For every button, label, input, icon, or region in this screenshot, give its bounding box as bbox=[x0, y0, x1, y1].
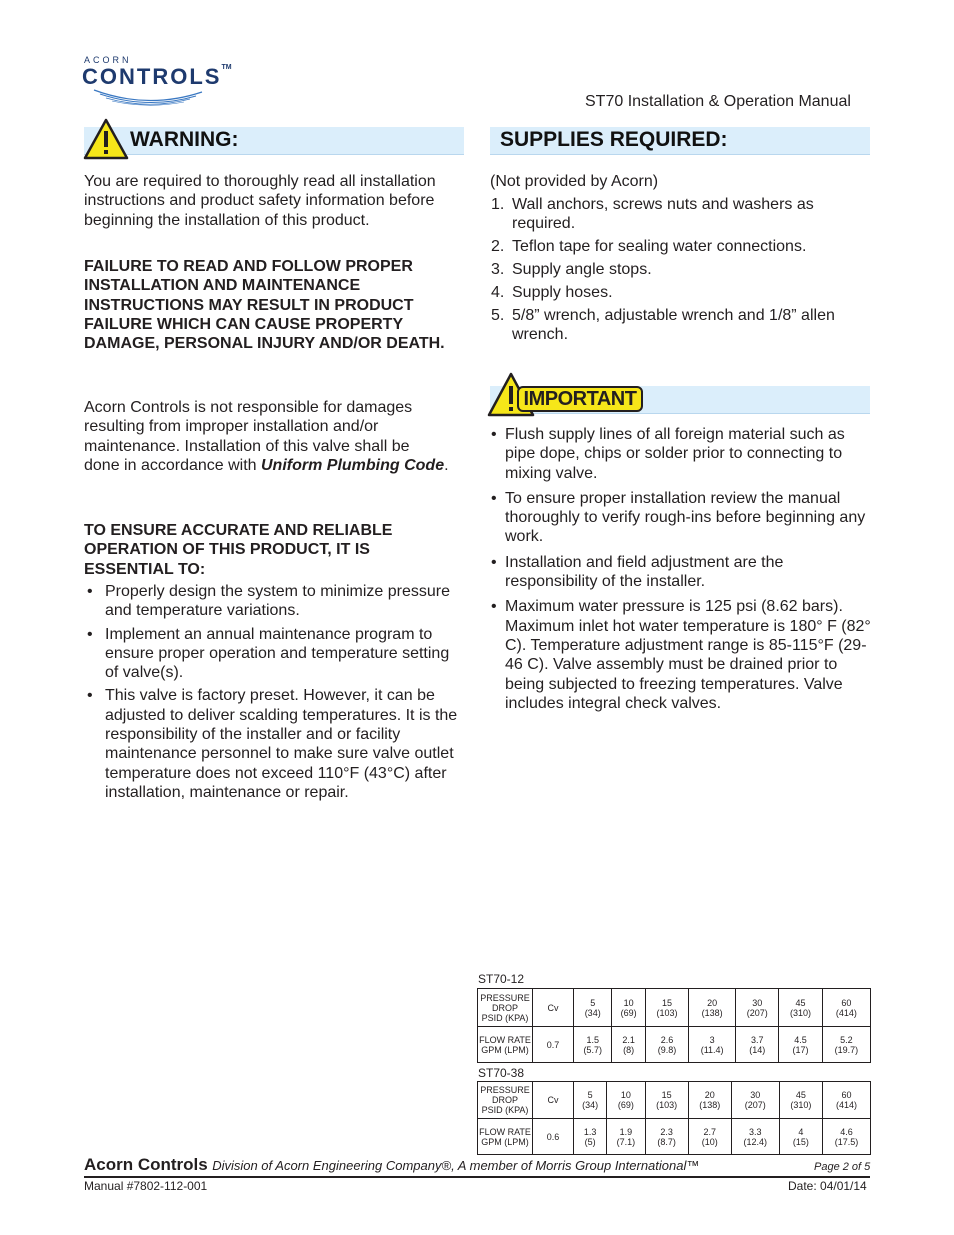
cv-label: Cv bbox=[533, 989, 574, 1027]
list-item-text: To ensure proper installation review the manual thoroughly to verify rough-ins before beginning any work. bbox=[505, 489, 866, 546]
table-row bbox=[478, 1119, 871, 1155]
warning-triangle-icon bbox=[83, 118, 129, 160]
table-cell: 4.5 (17) bbox=[779, 1027, 822, 1063]
list-item bbox=[491, 306, 861, 345]
row-label-pressure: PRESSURE DROP PSID (KPA) bbox=[478, 989, 533, 1027]
bullet: • bbox=[491, 553, 497, 571]
list-item bbox=[491, 237, 861, 256]
list-number: 5. bbox=[491, 306, 505, 324]
table-cell: 45 (310) bbox=[779, 989, 822, 1027]
footer-manual-number: Manual #7802-112-001 bbox=[84, 1179, 208, 1193]
supplies-header: SUPPLIES REQUIRED: bbox=[500, 128, 728, 151]
row-label-pressure: PRESSURE DROP PSID (KPA) bbox=[478, 1082, 533, 1119]
list-item bbox=[484, 597, 874, 713]
footer-divider bbox=[84, 1176, 870, 1178]
table-cell: 5.2 (19.7) bbox=[822, 1027, 870, 1063]
footer-division: Division of Acorn Engineering Company®, A member of Morris Group International™ bbox=[212, 1158, 700, 1173]
logo-tm: TM bbox=[221, 64, 232, 71]
bullet: • bbox=[87, 687, 93, 705]
table-cell: 3.3 (12.4) bbox=[731, 1119, 779, 1155]
table-row bbox=[478, 1027, 871, 1063]
bullet: • bbox=[87, 625, 93, 643]
table-cell: 2.6 (9.8) bbox=[645, 1027, 688, 1063]
essential-list bbox=[84, 582, 466, 806]
table-cell: 10 (69) bbox=[607, 1082, 645, 1119]
list-number: 2. bbox=[491, 238, 505, 256]
list-item-text: Properly design the system to minimize pressure and temperature variations. bbox=[105, 583, 451, 620]
list-item bbox=[84, 686, 466, 802]
table-cell: 5 (34) bbox=[574, 989, 612, 1027]
list-item-text: This valve is factory preset. However, it can be adjusted to deliver scalding temperatures. It is the responsibility of the installer and or facility maintenance personnel to make sure valve outlet temperature does not exceed 110°F (43°C) after installation, maintenance or repair. bbox=[105, 687, 458, 801]
list-item-text: Maximum water pressure is 125 psi (8.62 bars). Maximum inlet hot water temperature is 180° F (82° C). Temperature adjustment range is 85-115°F (29-46 C). Valve assembly must be drained prior to being subjected to freezing temperatures. Valve includes integral check valves. bbox=[505, 598, 871, 712]
table-cell: 60 (414) bbox=[822, 989, 870, 1027]
list-item-text: 5/8” wrench, adjustable wrench and 1/8” allen wrench. bbox=[512, 306, 835, 344]
warning-caps-text: FAILURE TO READ AND FOLLOW PROPER INSTALLATION AND MAINTENANCE INSTRUCTIONS MAY RESULT IN PRODUCT FAILURE WHICH CAN CAUSE PROPERTY DAMAGE, PERSONAL INJURY AND/OR DEATH. bbox=[84, 258, 445, 353]
list-item bbox=[484, 425, 874, 483]
bullet: • bbox=[87, 583, 93, 600]
table-title-st70-12: ST70-12 bbox=[478, 972, 525, 986]
logo-acorn-text: ACORN bbox=[84, 55, 132, 65]
table-row bbox=[478, 989, 871, 1027]
table-cell: 1.5 (5.7) bbox=[574, 1027, 612, 1063]
supplies-list bbox=[491, 195, 861, 348]
ensure-heading: TO ENSURE ACCURATE AND RELIABLE OPERATION OF THIS PRODUCT, IT IS ESSENTIAL TO: bbox=[84, 522, 393, 578]
list-item bbox=[84, 625, 466, 683]
table-cell: 20 (138) bbox=[689, 989, 736, 1027]
footer-date: Date: 04/01/14 bbox=[788, 1179, 867, 1193]
table-cell: 15 (103) bbox=[645, 1082, 688, 1119]
responsibility-suffix: . bbox=[444, 456, 449, 474]
list-number: 4. bbox=[491, 283, 505, 301]
list-item bbox=[491, 260, 861, 279]
responsibility-prefix: Acorn Controls is not responsible for damages resulting from improper installation and/or maintenance. Installation of this valve shall be done in accordance with bbox=[84, 399, 413, 474]
table-cell: 30 (207) bbox=[731, 1082, 779, 1119]
table-cell: 2.7 (10) bbox=[688, 1119, 731, 1155]
table-cell: 4.6 (17.5) bbox=[822, 1119, 870, 1155]
cv-value: 0.6 bbox=[533, 1119, 574, 1155]
table-row bbox=[478, 1082, 871, 1119]
cv-value: 0.7 bbox=[533, 1027, 574, 1063]
list-item bbox=[491, 283, 861, 302]
important-label: IMPORTANT bbox=[523, 388, 637, 410]
important-list bbox=[484, 425, 874, 717]
logo-swoosh-icon bbox=[92, 86, 204, 110]
supplies-note: (Not provided by Acorn) bbox=[490, 173, 659, 190]
bullet: • bbox=[491, 426, 497, 443]
table-cell: 20 (138) bbox=[688, 1082, 731, 1119]
list-item-text: Implement an annual maintenance program to ensure proper operation and temperature setting of valve(s). bbox=[105, 625, 450, 682]
table-cell: 1.3 (5) bbox=[574, 1119, 607, 1155]
footer-brand: Acorn Controls bbox=[84, 1155, 208, 1174]
warning-header: WARNING: bbox=[130, 128, 239, 151]
table-cell: 30 (207) bbox=[736, 989, 779, 1027]
table-cell: 4 (15) bbox=[779, 1119, 822, 1155]
list-item bbox=[84, 582, 466, 621]
list-item-text: Teflon tape for sealing water connections. bbox=[512, 238, 807, 256]
list-number: 1. bbox=[491, 196, 505, 213]
list-item-text: Supply angle stops. bbox=[512, 261, 652, 279]
flow-table-st70-38 bbox=[477, 1081, 871, 1155]
table-cell: 15 (103) bbox=[645, 989, 688, 1027]
table-cell: 3 (11.4) bbox=[689, 1027, 736, 1063]
list-item bbox=[491, 195, 861, 234]
plumbing-code: Uniform Plumbing Code bbox=[261, 456, 445, 474]
footer-page: Page 2 of 5 bbox=[814, 1161, 871, 1173]
table-cell: 45 (310) bbox=[779, 1082, 822, 1119]
warning-intro: You are required to thoroughly read all installation instructions and product safety information before beginning the installation of this product. bbox=[84, 173, 436, 229]
bullet: • bbox=[491, 489, 497, 507]
table-cell: 2.1 (8) bbox=[612, 1027, 645, 1063]
table-cell: 10 (69) bbox=[612, 989, 645, 1027]
list-item bbox=[484, 553, 874, 592]
cv-label: Cv bbox=[533, 1082, 574, 1119]
important-label-box bbox=[517, 386, 643, 412]
row-label-flow: FLOW RATE GPM (LPM) bbox=[478, 1119, 533, 1155]
table-cell: 60 (414) bbox=[822, 1082, 870, 1119]
manual-title: ST70 Installation & Operation Manual bbox=[585, 93, 851, 110]
list-item-text: Flush supply lines of all foreign material such as pipe dope, chips or solder prior to connecting to mixing valve. bbox=[505, 426, 845, 482]
bullet: • bbox=[491, 598, 497, 616]
row-label-flow: FLOW RATE GPM (LPM) bbox=[478, 1027, 533, 1063]
table-cell: 2.3 (8.7) bbox=[645, 1119, 688, 1155]
table-cell: 3.7 (14) bbox=[736, 1027, 779, 1063]
table-title-st70-38: ST70-38 bbox=[478, 1066, 525, 1080]
list-number: 3. bbox=[491, 261, 505, 279]
list-item-text: Installation and field adjustment are the responsibility of the installer. bbox=[505, 553, 784, 591]
list-item-text: Supply hoses. bbox=[512, 283, 613, 301]
flow-table-st70-12 bbox=[477, 988, 871, 1063]
table-cell: 5 (34) bbox=[574, 1082, 607, 1119]
list-item-text: Wall anchors, screws nuts and washers as required. bbox=[512, 196, 814, 233]
footer-brand-line bbox=[84, 1155, 699, 1175]
list-item bbox=[484, 489, 874, 547]
table-cell: 1.9 (7.1) bbox=[607, 1119, 645, 1155]
responsibility-text bbox=[84, 398, 449, 475]
logo-main: CONTROLS bbox=[82, 64, 222, 89]
